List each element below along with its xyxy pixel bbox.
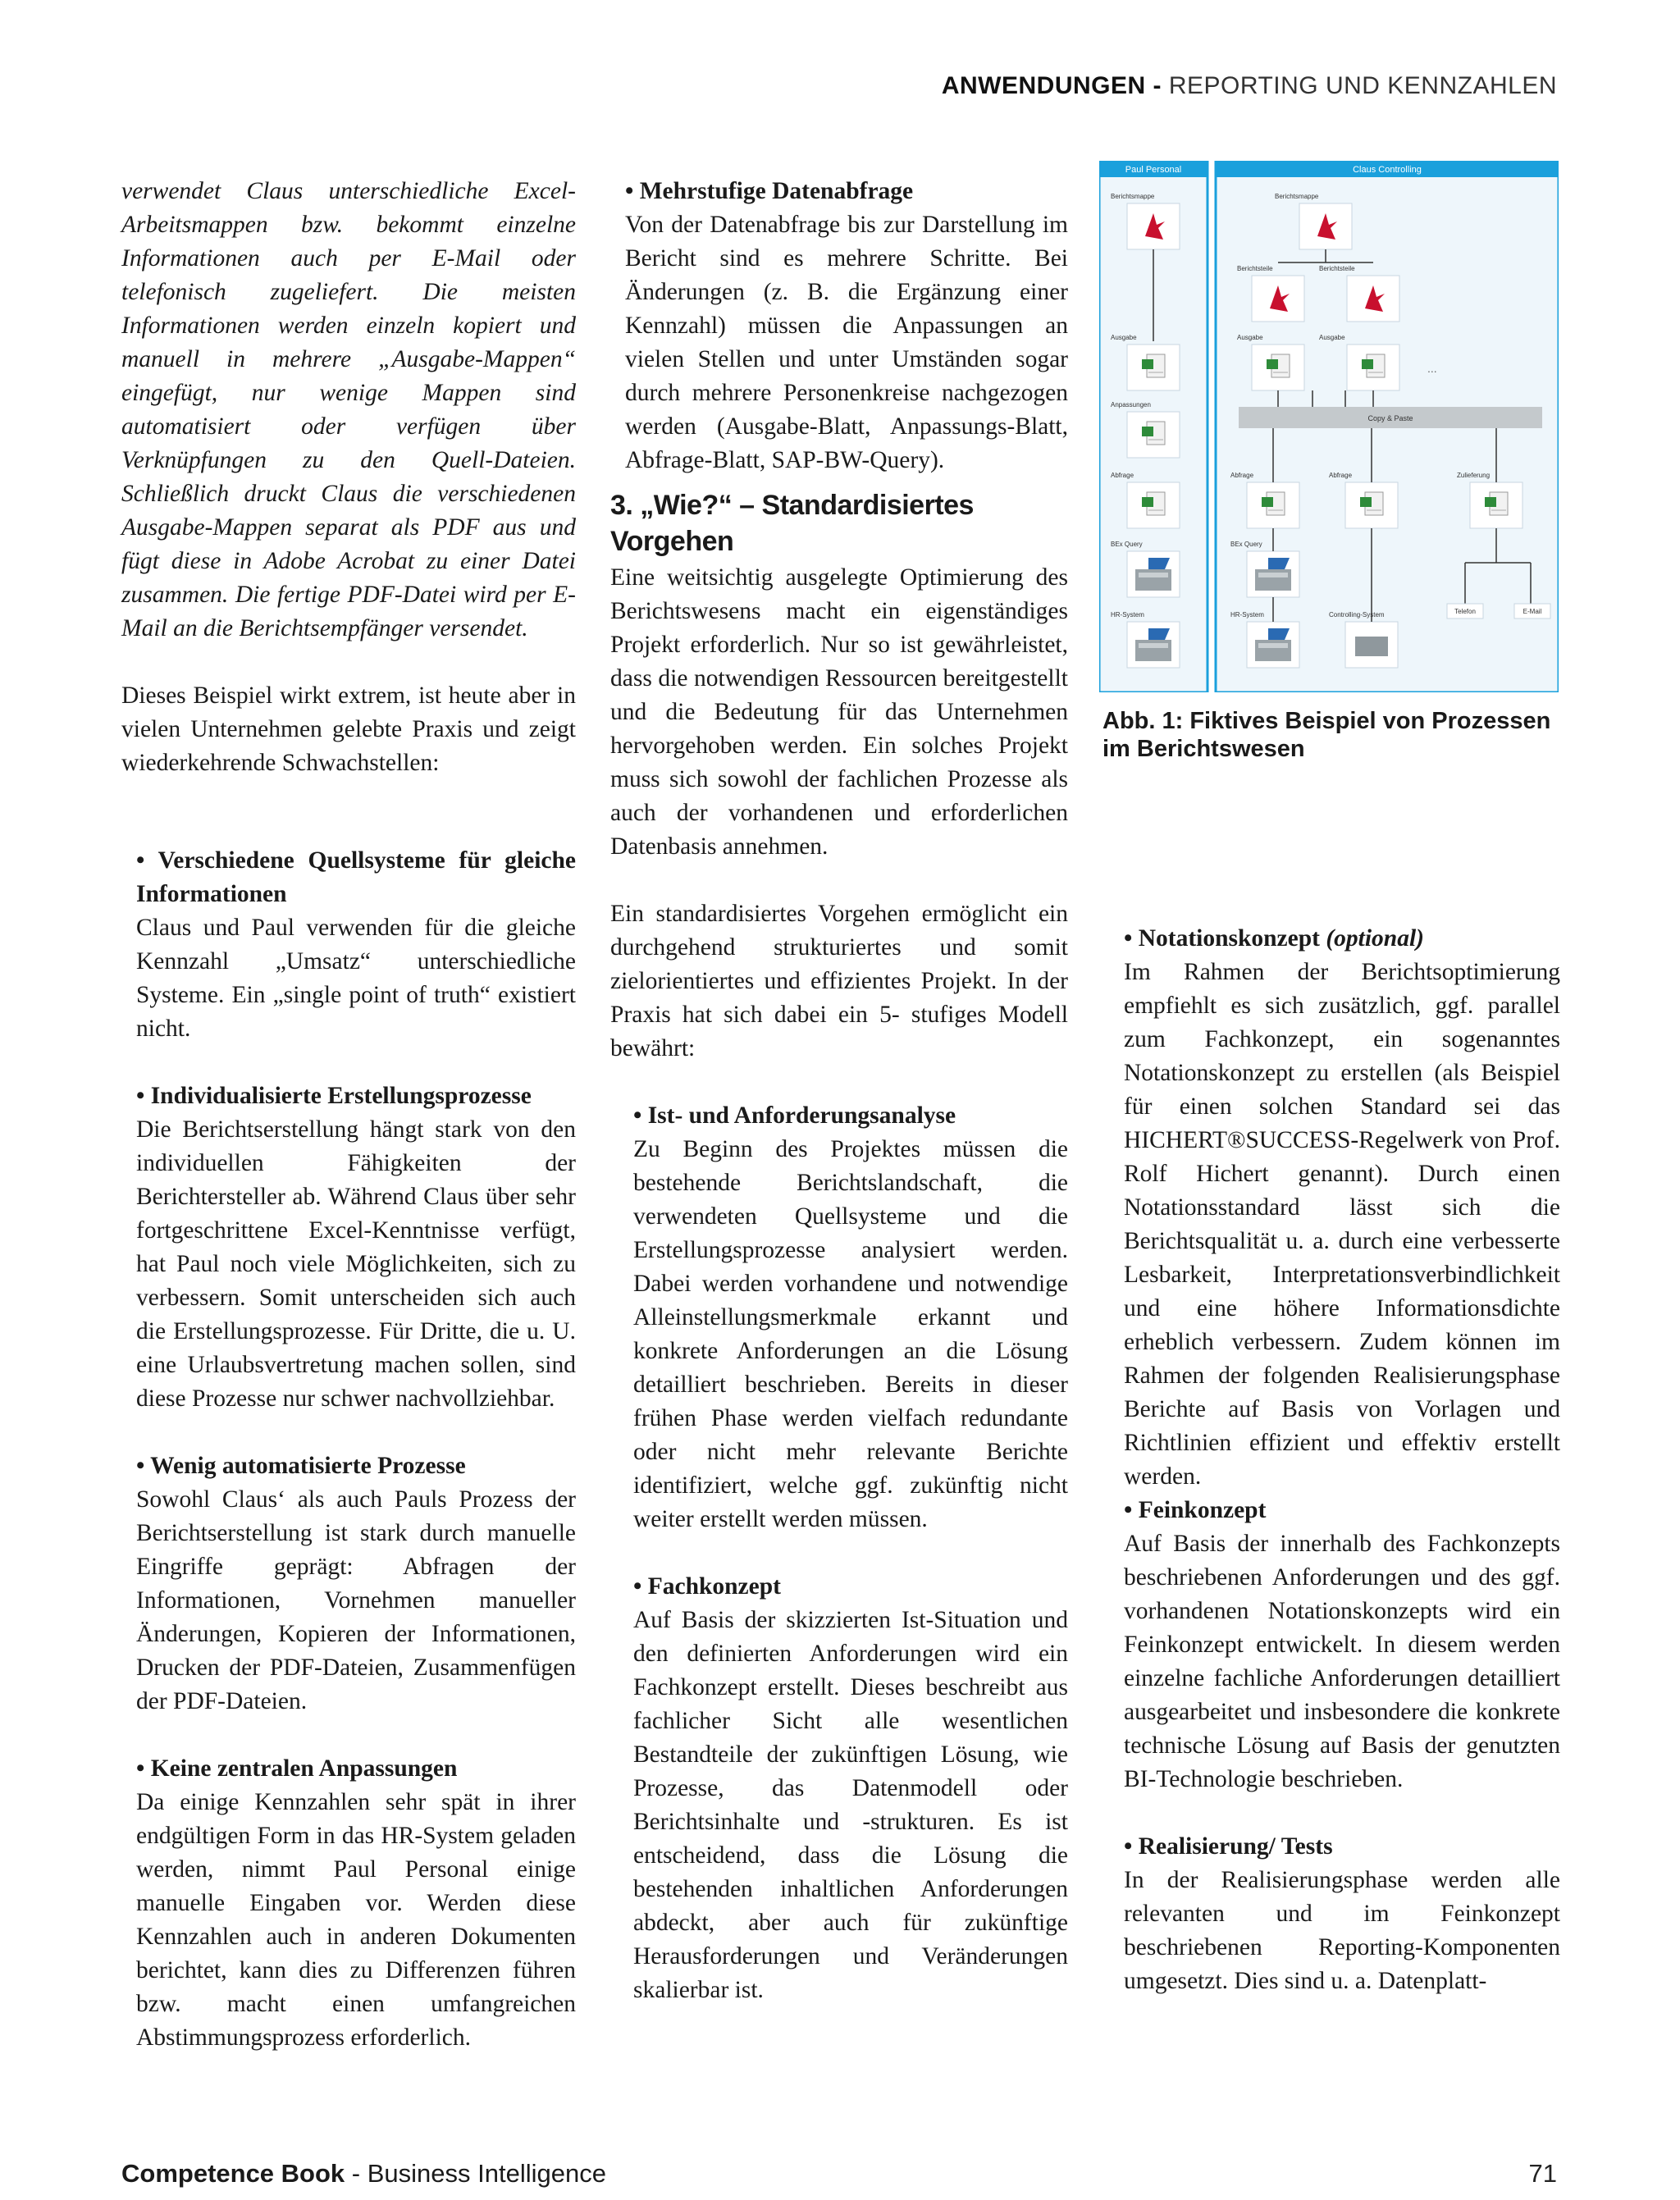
header-topic: REPORTING UND KENNZAHLEN — [1161, 72, 1557, 99]
footer-subtitle: - Business Intelligence — [345, 2159, 606, 2188]
col2-bullet-2-text: Zu Beginn des Projektes müssen die bestehende Berichtslandschaft, die verwendeten Quellsysteme und die Erstellungsprozesse analysiert werden. Dabei werden vorhandene und notwendige Alleinstellungsmerkmale erkannt und konkrete Anforderungen an die Lösung detailliert beschrieben. Bereits in dieser frühen Phase werden vielfach redundante oder nicht mehr relevante Berichte identifiziert, welche ggf. zukünftig nicht weiter erstellt werden müssen. — [633, 1136, 1068, 1532]
sap-icon-claus-bex — [1247, 551, 1299, 597]
pdf-icon-paul — [1127, 203, 1180, 249]
excel-icon-paul-anpassungen — [1127, 412, 1180, 458]
col2-bullet-3-title: • Fachkonzept — [633, 1573, 781, 1600]
col1-paragraph-2: Dieses Beispiel wirkt extrem, ist heute aber in vielen Unternehmen gelebte Praxis und zeigt wiederkehrende Schwachstellen: — [121, 682, 576, 776]
col3-bullet-1-title-text: • Notationskonzept — [1124, 925, 1320, 952]
col3-bullet-1-title — [1124, 922, 1560, 956]
col3-bullet-1-optional: (optional) — [1319, 925, 1424, 952]
col3-bullet-1-text: Im Rahmen der Berichtsoptimierung empfiehlt es sich zusätzlich, ggf. parallel zum Fachkonzept, ein sogenanntes Notationskonzept zu erstellen (als Beispiel für einen solchen Standard sei das HICHERT®SUCCESS-Regelwerk von Prof. Rolf Hichert genannt). Durch einen Notationsstandard lässt sich die Berichtsqualität u. a. durch eine verbesserte Lesbarkeit, Interpretationsverbindlichkeit und eine höhere Informationsdichte erheblich verbessern. Zudem können im Rahmen der folgenden Realisierungsphase Berichte auf Basis von Vorlagen und Richtlinien effizient und effektiv erstellt werden. — [1124, 959, 1560, 1490]
excel-icon-claus-abfrage-2 — [1345, 482, 1398, 528]
label-copy-paste: Copy & Paste — [1367, 414, 1413, 422]
label-bex-query-paul: BEx Query — [1111, 541, 1143, 548]
col3-bullet-2-title: • Feinkonzept — [1124, 1497, 1267, 1523]
label-berichtsteile-1: Berichtsteile — [1237, 265, 1273, 272]
col1-bullet-3-text: Sowohl Claus‘ als auch Pauls Prozess der Berichtserstellung ist stark durch manuelle Eingriffe geprägt: Abfragen der Informationen, Vornehmen manueller Änderungen, Kopieren der Informationen, Drucken der PDF-Dateien, Zusammenfügen der PDF-Dateien. — [136, 1486, 576, 1714]
page-number: 71 — [1528, 2159, 1557, 2188]
col1-bullet-1-text: Claus und Paul verwenden für die gleiche Kennzahl „Umsatz“ unterschiedliche Systeme. Ein „single point of truth“ existiert nicht. — [136, 915, 576, 1042]
excel-icon-claus-ausgabe-1 — [1252, 345, 1304, 390]
column-1 — [121, 175, 576, 2055]
col2-paragraph-1: Eine weitsichtig ausgelegte Optimierung des Berichtswesens macht ein eigenständiges Projekt erforderlich. Nur so ist gewährleistet, dass die notwendigen Ressourcen bereitgestellt und die Bedeutung für das Unternehmen hervorgehoben werden. Ein solches Projekt muss sich sowohl der fachlichen Prozesse als auch der vorhandenen und erforderlichen Datenbasis annehmen. — [610, 564, 1068, 860]
footer-book: Competence Book — [121, 2159, 345, 2188]
label-hr-system-claus: HR-System — [1230, 611, 1264, 618]
col1-bullet-3-title: • Wenig automatisierte Prozesse — [136, 1453, 466, 1479]
excel-icon-zulieferung — [1470, 482, 1522, 528]
label-controlling-system: Controlling-System — [1329, 611, 1385, 618]
excel-icon-paul-ausgabe — [1127, 345, 1180, 390]
label-hr-system-paul: HR-System — [1111, 611, 1144, 618]
section-heading: 3. „Wie?“ – Standardisiertes Vorgehen — [610, 490, 974, 557]
footer-book-title — [121, 2159, 606, 2189]
col3-bullet-3-title: • Realisierung/ Tests — [1124, 1833, 1333, 1860]
col2-bullet-2-title: • Ist- und Anforderungsanalyse — [633, 1102, 956, 1129]
controlling-system-icon — [1355, 637, 1388, 656]
figure-caption: Abb. 1: Fiktives Beispiel von Prozessen im Berichtswesen — [1102, 708, 1551, 762]
col1-bullet-4-text: Da einige Kennzahlen sehr spät in ihrer endgültigen Form in das HR-System geladen werden, nimmt Paul Personal einige manuelle Eingaben vor. Werden diese Kennzahlen auch in anderen Dokumenten berichtet, kann dies zu Differenzen führen bzw. macht einen umfangreichen Abstimmungsprozess erforderlich. — [136, 1789, 576, 2051]
col2-bullet-1-title: • Mehrstufige Datenabfrage — [625, 178, 914, 204]
sap-icon-paul-bex — [1127, 551, 1180, 597]
label-berichtsmappe-claus: Berichtsmappe — [1275, 193, 1319, 200]
label-anpassungen: Anpassungen — [1111, 401, 1151, 409]
label-ausgabe-claus-1: Ausgabe — [1237, 334, 1263, 341]
label-ausgabe-paul: Ausgabe — [1111, 334, 1137, 341]
col3-bullet-2-text: Auf Basis der innerhalb des Fachkonzepts beschriebenen Anforderungen und des ggf. vorhandenen Notationskonzepts wird ein Feinkonzept entwickelt. In diesem werden einzelne fachliche Anforderungen detailliert ausgearbeitet und insbesondere die konkrete technische Lösung auf Basis der genutzten BI-Technologie beschrieben. — [1124, 1531, 1560, 1792]
sap-icon-claus-hr — [1247, 622, 1299, 668]
header-section: ANWENDUNGEN - — [941, 72, 1162, 99]
label-abfrage-paul: Abfrage — [1111, 472, 1134, 479]
col2-paragraph-2: Ein standardisiertes Vorgehen ermöglicht ein durchgehend strukturiertes und somit zielorientiertes und effizientes Projekt. In der Praxis hat sich dabei ein 5- stufiges Modell bewährt: — [610, 901, 1068, 1061]
panel-paul-title: Paul Personal — [1125, 165, 1182, 175]
process-diagram — [1099, 161, 1559, 692]
label-bex-query-claus: BEx Query — [1230, 541, 1262, 548]
label-berichtsmappe-paul: Berichtsmappe — [1111, 193, 1155, 200]
label-berichtsteile-2: Berichtsteile — [1319, 265, 1355, 272]
pdf-icon-part-2 — [1347, 276, 1399, 322]
col1-bullet-1-title: • Verschiedene Quellsysteme für gleiche Informationen — [136, 847, 576, 907]
label-zulieferung: Zulieferung — [1457, 472, 1491, 479]
excel-icon-paul-abfrage — [1127, 482, 1180, 528]
col1-bullet-4-title: • Keine zentralen Anpassungen — [136, 1755, 458, 1782]
pdf-icon-claus — [1299, 203, 1352, 249]
col2-bullet-1-text: Von der Datenabfrage bis zur Darstellung im Bericht sind es mehrere Schritte. Bei Änderungen (z. B. die Ergänzung einer Kennzahl) müssen die Anpassungen an vielen Stellen und unter Umständen sogar durch mehrere Personenkreise nachgezogen werden (Ausgabe-Blatt, Anpassungs-Blatt, Abfrage-Blatt, SAP-BW-Query). — [625, 212, 1068, 473]
excel-icon-claus-ausgabe-2 — [1347, 345, 1399, 390]
running-header — [942, 72, 1557, 100]
pdf-icon-part-1 — [1252, 276, 1304, 322]
label-ausgabe-claus-2: Ausgabe — [1319, 334, 1345, 341]
ellipsis-ausgabe: ... — [1427, 362, 1437, 375]
col1-bullet-2-text: Die Berichtserstellung hängt stark von den individuellen Fähigkeiten der Berichtersteller ab. Während Claus über sehr fortgeschrittene Excel-Kenntnisse verfügt, hat Paul noch viele Möglichkeiten, sich zu verbessern. Somit unterscheiden sich auch die Erstellungsprozesse. Für Dritte, die u. U. eine Urlaubsvertretung machen sollen, sind diese Prozesse nur schwer nachvollziehbar. — [136, 1116, 576, 1412]
column-2 — [610, 175, 1068, 2007]
col1-paragraph-1: verwendet Claus unterschiedliche Excel-Arbeitsmappen bzw. bekommt einzelne Informationen auch per E-Mail oder telefonisch zugeliefert. Die meisten Informationen werden einzeln kopiert und manuell in mehrere „Ausgabe-Mappen“ eingefügt, nur wenige Mappen sind automatisiert oder verfügen über Verknüpfungen zu den Quell-Dateien. Schließlich druckt Claus die verschiedenen Ausgabe-Mappen separat als PDF aus und fügt diese in Adobe Acrobat zu einer Datei zusammen. Die fertige PDF-Datei wird per E-Mail an die Berichtsempfänger versendet. — [121, 178, 576, 641]
col2-bullet-3-text: Auf Basis der skizzierten Ist-Situation und den definierten Anforderungen wird ein Fachkonzept erstellt. Dieses beschreibt aus fachlicher Sicht alle wesentlichen Bestandteile der zukünftigen Lösung, wie Prozesse, das Datenmodell oder Berichtsinhalte und -strukturen. Es ist entscheidend, dass die Lösung die bestehenden inhaltlichen Anforderungen abdeckt, aber auch für zukünftige Herausforderungen und Veränderungen skalierbar ist. — [633, 1607, 1068, 2003]
label-abfrage-claus-2: Abfrage — [1329, 472, 1353, 479]
label-email: E-Mail — [1522, 608, 1542, 615]
label-abfrage-claus-1: Abfrage — [1230, 472, 1254, 479]
panel-claus-title: Claus Controlling — [1353, 165, 1422, 175]
col1-bullet-2-title: • Individualisierte Erstellungsprozesse — [136, 1083, 532, 1109]
sap-icon-paul-hr — [1127, 622, 1180, 668]
excel-icon-claus-abfrage-1 — [1247, 482, 1299, 528]
col3-bullet-3-text: In der Realisierungsphase werden alle relevanten und im Feinkonzept beschriebenen Reporting-Komponenten umgesetzt. Dies sind u. a. Datenplatt- — [1124, 1867, 1560, 1994]
column-3 — [1124, 922, 1560, 1998]
label-telefon: Telefon — [1454, 608, 1476, 615]
